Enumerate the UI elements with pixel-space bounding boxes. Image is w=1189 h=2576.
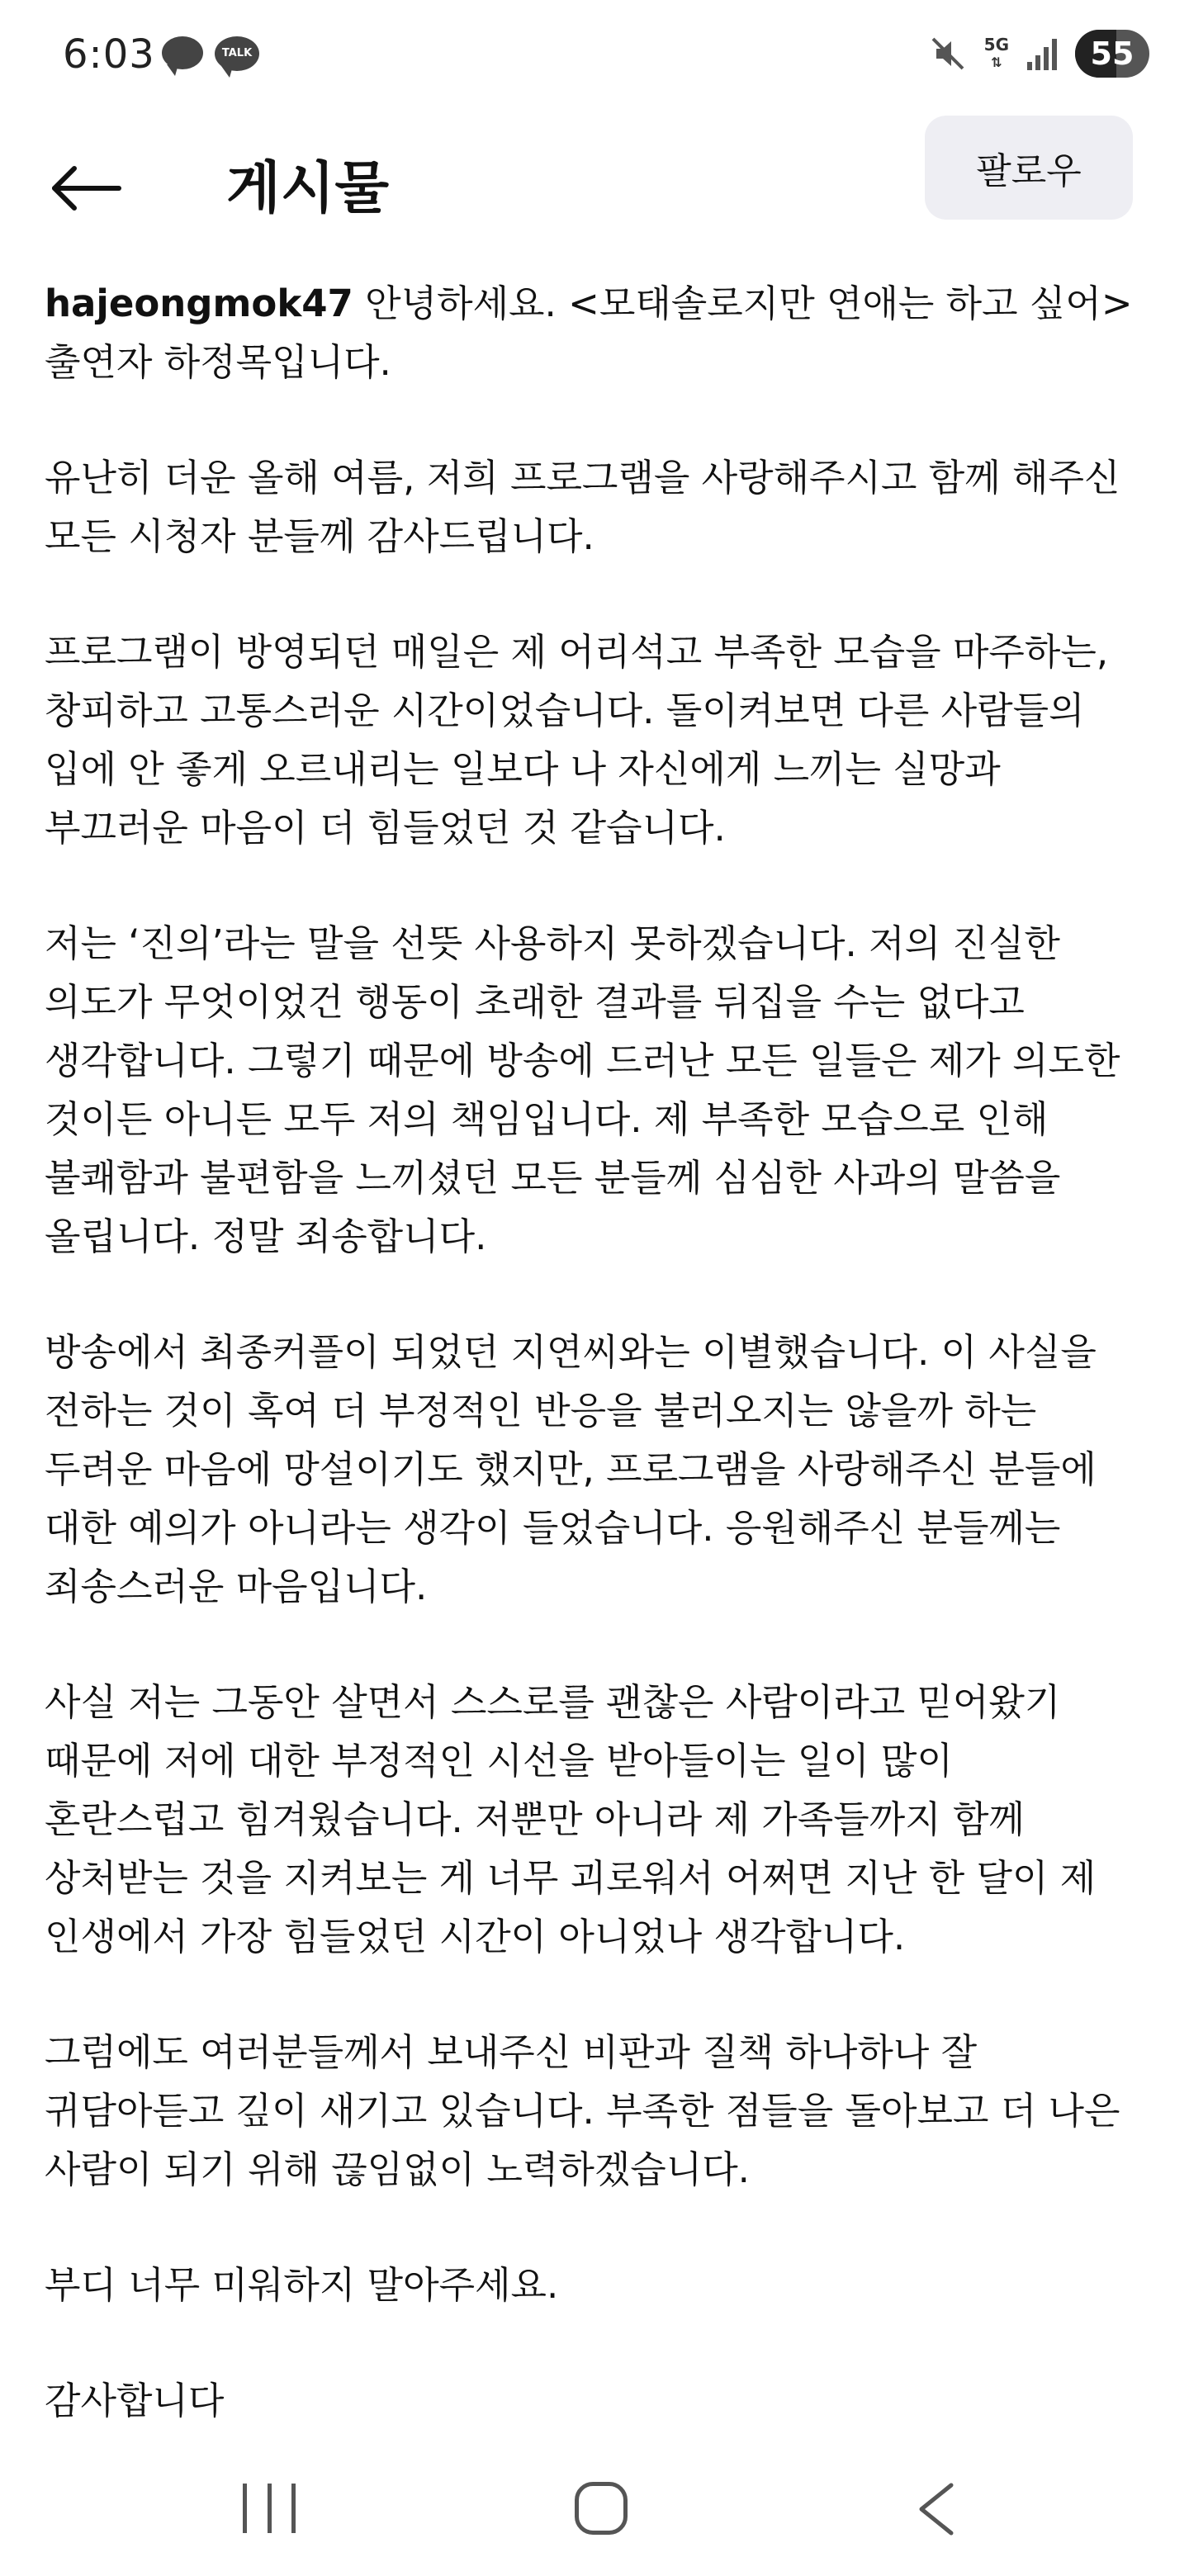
- battery-icon: [1075, 30, 1149, 78]
- post-line: 사람이 되기 위해 끊임없이 노력하겠습니다.: [45, 2147, 750, 2191]
- post-line: 사실 저는 그동안 살면서 스스로를 괜찮은 사람이라고 믿어왔기: [45, 1680, 1061, 1724]
- post-paragraph: [45, 2256, 1151, 2314]
- post-line: 창피하고 고통스러운 시간이었습니다. 돌이켜보면 다른 사람들의: [45, 689, 1085, 732]
- post-paragraph: [45, 914, 1151, 1266]
- signal-icon: [1027, 37, 1057, 70]
- post-line: 부끄러운 마음이 더 힘들었던 것 같습니다.: [45, 806, 726, 850]
- post-line: 것이든 아니든 모두 저의 책임입니다. 제 부족한 모습으로 인해: [45, 1097, 1049, 1141]
- mute-icon: [930, 36, 966, 72]
- battery-percent: 55: [1090, 36, 1135, 72]
- post-paragraph: [45, 2023, 1151, 2199]
- system-nav-bar: [0, 2444, 1189, 2576]
- post-line: 프로그램이 방영되던 매일은 제 어리석고 부족한 모습을 마주하는,: [45, 630, 1109, 674]
- post-line: 상처받는 것을 지켜보는 게 너무 괴로워서 어쩌면 지난 한 달이 제: [45, 1856, 1097, 1900]
- post-paragraph: [45, 2371, 1151, 2430]
- kakaotalk-icon-label: TALK: [221, 47, 253, 59]
- arrow-left-icon: [50, 163, 122, 213]
- post-line: 감사합니다: [45, 2379, 225, 2422]
- post-paragraph: [45, 623, 1151, 857]
- post-line: 귀담아듣고 깊이 새기고 있습니다. 부족한 점들을 돌아보고 더 나은: [45, 2089, 1120, 2133]
- post-line: 때문에 저에 대한 부정적인 시선을 받아들이는 일이 많이: [45, 1739, 953, 1783]
- page-title: 게시물: [226, 156, 390, 221]
- post-author[interactable]: hajeongmok47: [45, 282, 353, 325]
- post-paragraph: [45, 1673, 1151, 1966]
- post-line: 불쾌함과 불편함을 느끼셨던 모든 분들께 심심한 사과의 말씀을: [45, 1156, 1061, 1200]
- post-line: 죄송스러운 마음입니다.: [45, 1565, 428, 1608]
- home-icon[interactable]: [575, 2482, 628, 2535]
- post-line: 올립니다. 정말 죄송합니다.: [45, 1215, 487, 1258]
- network-type: 5G: [983, 35, 1009, 54]
- status-bar: [0, 0, 1189, 107]
- header: [0, 116, 1189, 248]
- post-line: 그럼에도 여러분들께서 보내주신 비판과 질책 하나하나 잘: [45, 2030, 978, 2074]
- post-line: 모든 시청자 분들께 감사드립니다.: [45, 514, 594, 558]
- post-greeting: 안녕하세요. <모태솔로지만 연애는 하고 싶어>: [353, 282, 1133, 325]
- post-line: 생각합니다. 그렇기 때문에 방송에 드러난 모든 일들은 제가 의도한: [45, 1039, 1120, 1082]
- post-line: [45, 274, 1151, 333]
- back-button[interactable]: [46, 149, 126, 228]
- post-line: 유난히 더운 올해 여름, 저희 프로그램을 사랑해주시고 함께 해주신: [45, 456, 1120, 500]
- post-line: 대한 예의가 아니라는 생각이 들었습니다. 응원해주신 분들께는: [45, 1506, 1061, 1550]
- post-line: 입에 안 좋게 오르내리는 일보다 나 자신에게 느끼는 실망과: [45, 747, 1001, 791]
- post-line: 전하는 것이 혹여 더 부정적인 반응을 불러오지는 않을까 하는: [45, 1389, 1037, 1432]
- kakaotalk-icon: [215, 36, 259, 71]
- back-icon[interactable]: [912, 2480, 961, 2538]
- post-line: 저는 ‘진의’라는 말을 선뜻 사용하지 못하겠습니다. 저의 진실한: [45, 921, 1060, 965]
- notification-icons: [162, 36, 259, 71]
- recent-apps-icon[interactable]: [243, 2484, 296, 2535]
- post-body: [45, 274, 1151, 2430]
- post-line: 방송에서 최종커플이 되었던 지연씨와는 이별했습니다. 이 사실을: [45, 1330, 1097, 1374]
- post-line: 혼란스럽고 힘겨웠습니다. 저뿐만 아니라 제 가족들까지 함께: [45, 1797, 1025, 1841]
- post-line: 부디 너무 미워하지 말아주세요.: [45, 2263, 559, 2307]
- post-paragraph: [45, 448, 1151, 566]
- post-line: 출연자 하정목입니다.: [45, 340, 391, 384]
- post-paragraph: [45, 274, 1151, 391]
- post-line: 인생에서 가장 힘들었던 시간이 아니었나 생각합니다.: [45, 1915, 906, 1958]
- post-line: 두려운 마음에 망설이기도 했지만, 프로그램을 사랑해주신 분들에: [45, 1447, 1097, 1491]
- system-icons: [930, 30, 1149, 78]
- follow-button[interactable]: 팔로우: [925, 116, 1133, 220]
- status-time: 6:03: [63, 31, 155, 78]
- chat-bubble-icon: [162, 36, 203, 69]
- post-paragraph: [45, 1323, 1151, 1616]
- post-line: 의도가 무엇이었건 행동이 초래한 결과를 뒤집을 수는 없다고: [45, 980, 1025, 1024]
- 5g-network-icon: 5G ⇅: [983, 35, 1009, 70]
